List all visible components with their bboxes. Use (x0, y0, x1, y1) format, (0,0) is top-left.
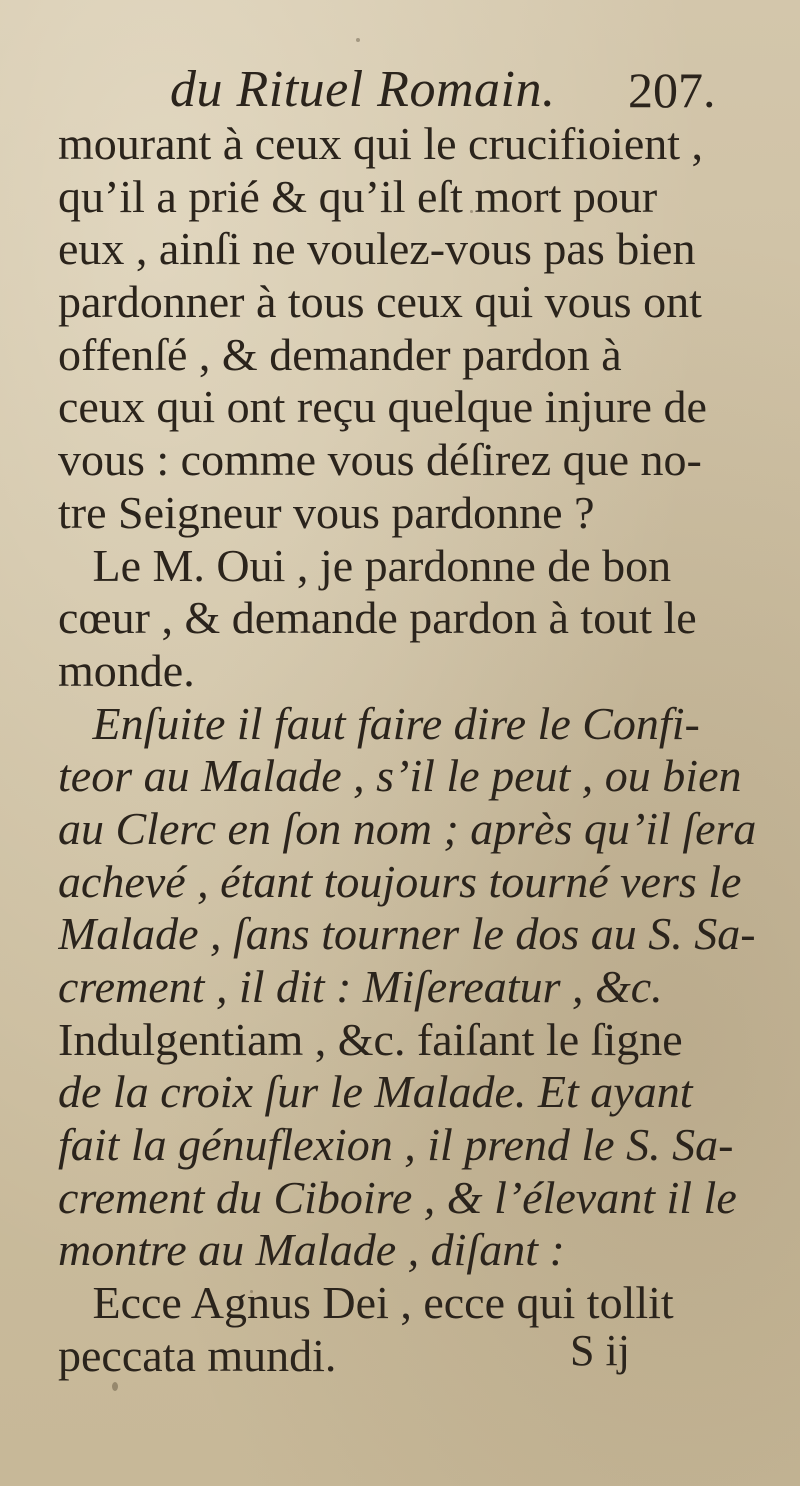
text-line: mourant à ceux qui le crucifioient , (58, 118, 704, 169)
text-line: peccata mundi. (58, 1329, 337, 1381)
text-line: pardonner à tous ceux qui vous ont (58, 276, 702, 328)
rubric-line: achevé , étant toujours tourné vers le (58, 855, 742, 907)
text-line: ceux qui ont reçu quelque injure de (58, 381, 707, 433)
text-line: qu’il a prié & qu’il eſt mort pour (58, 170, 658, 222)
text-line: monde. (58, 644, 195, 696)
rubric-line: teor au Malade , s’il le peut , ou bien (58, 750, 742, 802)
rubric-line: Enſuite il faut faire dire le Confi- (58, 697, 700, 749)
text-line: Le M. Oui , je pardonne de bon (58, 539, 672, 591)
body-text (58, 118, 798, 1383)
running-head-title: du Rituel Romain. (170, 61, 556, 118)
running-head (0, 60, 800, 120)
rubric-line: fait la génuflexion , il prend le S. Sa- (58, 1119, 734, 1171)
text-line: Ecce Agnus Dei , ecce qui tollit (58, 1277, 674, 1329)
page-number: 207. (628, 62, 716, 118)
text-line: eux , ainſi ne voulez-vous pas bien (58, 223, 696, 275)
paper-speck (112, 1382, 118, 1391)
paper-speck (250, 1290, 253, 1293)
paper-speck (470, 210, 473, 213)
rubric-line: montre au Malade , diſant : (58, 1224, 565, 1276)
text-line: vous : comme vous déſirez que no- (58, 434, 702, 486)
rubric-line: crement du Ciboire , & l’élevant il le (58, 1171, 737, 1223)
text-line: tre Seigneur vous pardonne ? (58, 486, 595, 538)
rubric-line: de la croix ſur le Malade. Et ayant (58, 1066, 693, 1118)
signature-mark: S ij (570, 1326, 630, 1375)
text-line: Indulgentiam , &c. faiſant le ſigne (58, 1013, 683, 1065)
rubric-line: au Clerc en ſon nom ; après qu’il ſera (58, 802, 757, 854)
rubric-line: Malade , ſans tourner le dos au S. Sa- (58, 908, 756, 960)
paper-speck (356, 38, 360, 42)
text-line: offenſé , & demander pardon à (58, 328, 622, 380)
text-line: cœur , & demande pardon à tout le (58, 592, 697, 644)
rubric-line: crement , il dit : Miſereatur , &c. (58, 961, 663, 1012)
